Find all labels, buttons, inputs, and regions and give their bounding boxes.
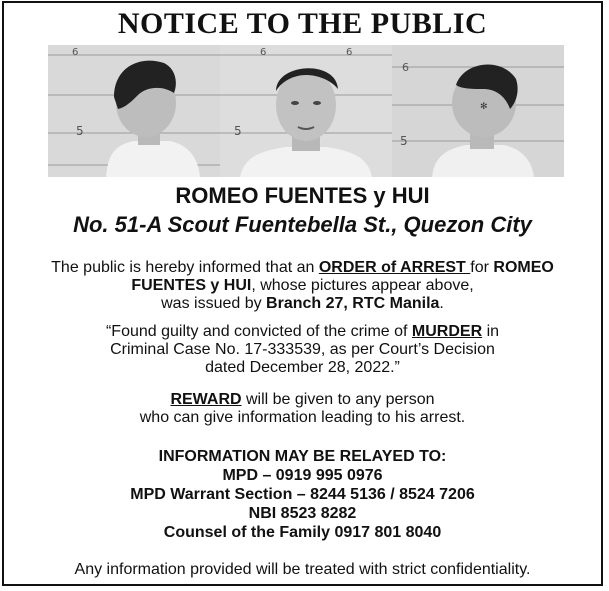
contact-nbi: NBI 8523 8282: [248, 505, 357, 522]
mugshot-strip: [48, 45, 564, 177]
subject-address: No. 51-A Scout Fuentebella St., Quezon City: [73, 212, 532, 237]
contact-mpd: MPD – 0919 995 0976: [222, 467, 383, 484]
reward-label: REWARD: [170, 391, 242, 408]
conviction-paragraph: “Found guilty and convicted of the crime of MURDER in Criminal Case No. 17-333539, as per Court’s Decision dated December 28, 2022.”: [105, 323, 500, 376]
crime: MURDER: [411, 323, 483, 340]
mugshot-right-profile: [392, 45, 564, 177]
contact-mpd-warrant: MPD Warrant Section – 8244 5136 / 8524 7206: [130, 486, 475, 503]
contact-counsel: Counsel of the Family 0917 801 8040: [163, 524, 442, 541]
scale-mark: 5: [76, 124, 84, 138]
notice-headline: NOTICE TO THE PUBLIC: [117, 7, 488, 40]
scale-mark: 5: [400, 134, 408, 148]
issuing-court: Branch 27, RTC Manila: [266, 295, 440, 312]
confidentiality-note: Any information provided will be treated with strict confidentiality.: [74, 561, 531, 578]
scale-mark: 6: [346, 47, 353, 58]
public-notice: [2, 1, 603, 586]
contact-block: [4, 447, 601, 542]
scale-mark: 5: [234, 124, 242, 138]
contact-heading: INFORMATION MAY BE RELAYED TO:: [158, 448, 447, 465]
mugshot-left-profile: [48, 45, 220, 177]
scale-mark: 6: [402, 61, 409, 74]
arrest-notice-paragraph: The public is hereby informed that an ORDER of ARREST for ROMEO FUENTES y HUI, whose pictures appear above, was issued by Branch 27, RTC Manila.: [51, 259, 554, 312]
scale-mark: 6: [72, 47, 79, 58]
subject-name: ROMEO FUENTES y HUI: [175, 183, 430, 208]
order-of-arrest: ORDER of ARREST: [318, 259, 471, 276]
svg-text:✻: ✻: [480, 102, 488, 112]
reward-paragraph: REWARD will be given to any person who can give information leading to his arrest.: [139, 391, 466, 426]
scale-mark: 6: [260, 47, 267, 58]
mugshot-front: [220, 45, 392, 177]
